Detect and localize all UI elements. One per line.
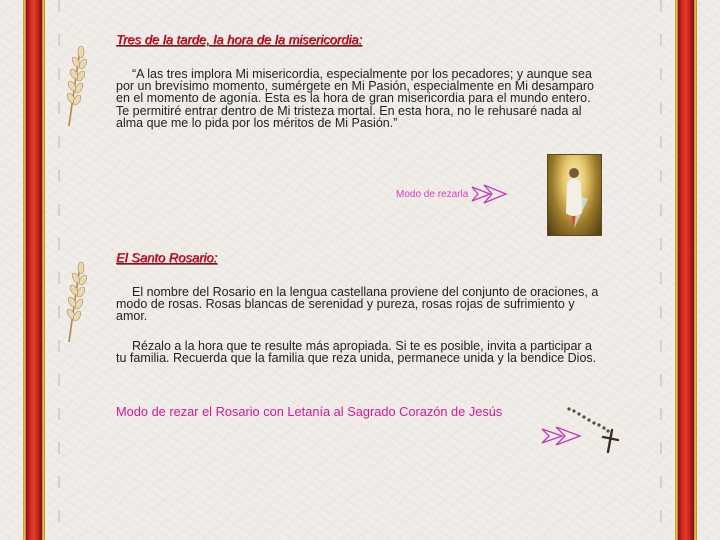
section-heading-hora-misericordia: Tres de la tarde, la hora de la misericordia: (116, 32, 363, 47)
right-border-gold-line (694, 0, 697, 540)
rosary-icon (566, 404, 626, 456)
quote-paragraph: “A las tres implora Mi misericordia, especialmente por los pecadores; y aunque sea por un brevísimo momento, sumérgete en Mi Pasión, especialmente en Mi desamparo en el momento de agonía. Esta es la hora de gran misericordia para el mundo entero. Te permitiré entrar dentro de Mi tristeza mortal. En esta hora, no le rehusaré nada al alma que me lo pida por los méritos de Mi Pasión.” (116, 67, 595, 130)
right-decorative-ticks (654, 0, 668, 540)
wheat-icon (64, 258, 90, 344)
double-arrow-right-icon[interactable] (470, 182, 510, 206)
section-heading-santo-rosario: El Santo Rosario: (116, 250, 218, 265)
divine-mercy-image (548, 155, 601, 235)
left-border-gold-line (42, 0, 45, 540)
divine-mercy-figure (548, 155, 601, 235)
rosario-paragraph-1: El nombre del Rosario en la lengua castellana proviene del conjunto de oraciones, a modo de rosas. Rosas blancas de serenidad y pureza, rosas rojas de sufrimiento y amor. (116, 285, 599, 324)
right-red-border (678, 0, 694, 540)
modo-de-rezar-rosario-link[interactable]: Modo de rezar el Rosario con Letanía al Sagrado Corazón de Jesús (116, 404, 503, 419)
modo-de-rezarla-link[interactable]: Modo de rezarla (396, 189, 469, 200)
rosario-paragraph-2: Rézalo a la hora que te resulte más apropiada. Si te es posible, invita a participar a tu familia. Recuerda que la familia que reza unida, permanece unida y la bendice Dios. (116, 339, 597, 366)
wheat-icon (64, 42, 90, 128)
left-red-border (26, 0, 42, 540)
